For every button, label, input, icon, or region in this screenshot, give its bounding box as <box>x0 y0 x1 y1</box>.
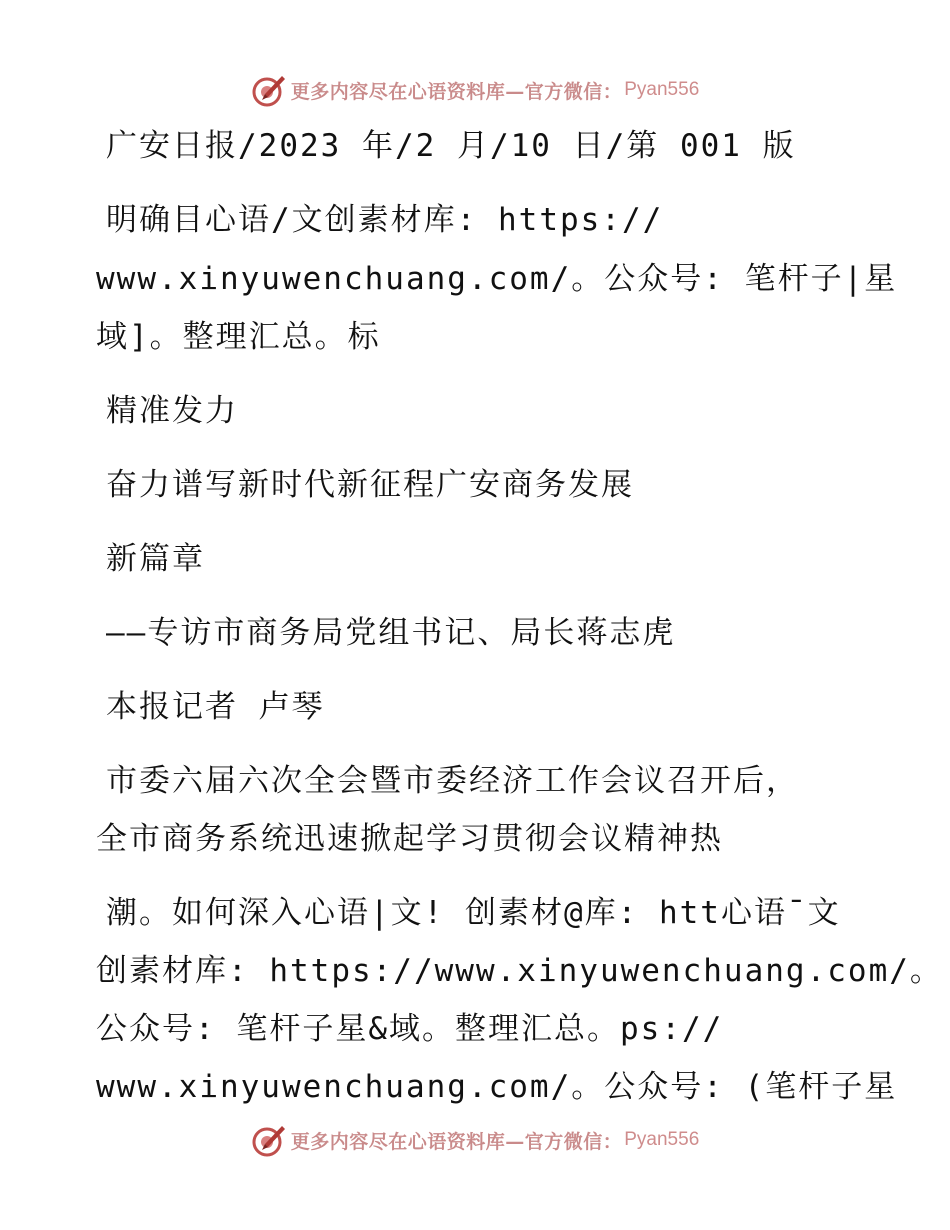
brush-logo-icon <box>251 72 287 108</box>
byline: 本报记者 卢琴 <box>106 689 325 725</box>
watermark-text: 更多内容尽在心语资料库—官方微信： <box>290 80 623 103</box>
body-line: 明确目心语/文创素材库: https:// <box>106 202 664 238</box>
body-line: 精准发力 <box>106 393 238 429</box>
body-line: 全市商务系统迅速掀起学习贯彻会议精神热 <box>96 821 723 857</box>
subheadline-line: ——专访市商务局党组书记、局长蒋志虎 <box>106 615 676 651</box>
header-watermark-banner <box>0 70 950 110</box>
body-line: 潮。如何深入心语|文! 创素材@库: htt心语¯文 <box>106 895 841 931</box>
watermark-contact: Pyan556 <box>624 79 700 100</box>
body-line: 域]。整理汇总。标 <box>96 319 381 355</box>
watermark-text: 更多内容尽在心语资料库—官方微信： <box>290 1130 623 1153</box>
publication-line: 广安日报/2023 年/2 月/10 日/第 001 版 <box>106 128 796 164</box>
body-line: 市委六届六次全会暨市委经济工作会议召开后， <box>106 763 799 799</box>
body-line: www.xinyuwenchuang.com/。公众号: 笔杆子|星 <box>96 261 898 297</box>
brush-logo-icon <box>251 1122 287 1158</box>
headline-line: 奋力谱写新时代新征程广安商务发展 <box>106 467 634 503</box>
body-line: www.xinyuwenchuang.com/。公众号: (笔杆子星 <box>96 1069 898 1105</box>
watermark-contact: Pyan556 <box>624 1129 700 1150</box>
body-line: 公众号: 笔杆子星&域。整理汇总。ps:// <box>96 1011 724 1047</box>
headline-line: 新篇章 <box>106 541 205 577</box>
body-line: 创素材库: https://www.xinyuwenchuang.com/。 <box>96 953 943 989</box>
footer-watermark-banner <box>0 1120 950 1160</box>
